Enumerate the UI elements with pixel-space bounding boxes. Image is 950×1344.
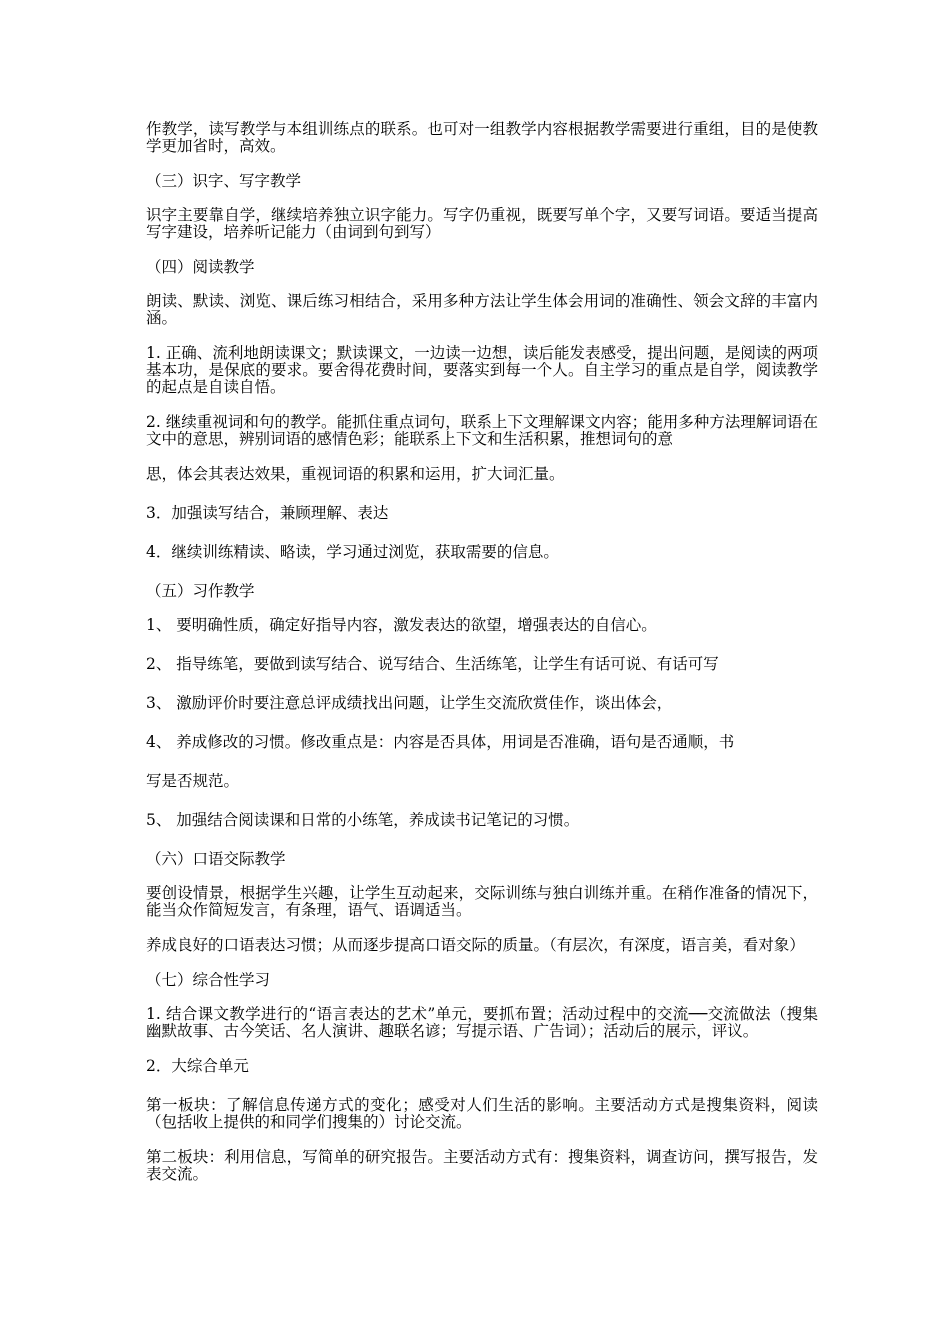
list-item: 4．继续训练精读、略读，学习通过浏览，获取需要的信息。 [146, 543, 559, 561]
section-heading: （七）综合性学习 [146, 971, 271, 989]
list-item: 4、 养成修改的习惯。修改重点是：内容是否具体，用词是否准确，语句是否通顺，书 [146, 733, 735, 751]
list-item: 2．大综合单元 [146, 1057, 249, 1075]
body-paragraph: 1. 结合课文教学进行的“语言表达的艺术”单元，要抓布置；活动过程中的交流──交流做法（搜集幽默故事、古今笑话、名人演讲、趣联名谚；写提示语、广告词）；活动后的展示，评议。 [146, 1005, 818, 1040]
section-heading: （五）习作教学 [146, 582, 255, 600]
body-paragraph: 第二板块：利用信息，写简单的研究报告。主要活动方式有：搜集资料，调查访问，撰写报告，发表交流。 [146, 1148, 818, 1183]
list-item: 1、 要明确性质，确定好指导内容，激发表达的欲望，增强表达的自信心。 [146, 616, 657, 634]
section-heading: （四）阅读教学 [146, 258, 255, 276]
list-item: 3、 激励评价时要注意总评成绩找出问题，让学生交流欣赏佳作，谈出体会， [146, 694, 673, 712]
body-paragraph: 2. 继续重视词和句的教学。能抓住重点词句，联系上下文理解课文内容；能用多种方法理解词语在文中的意思，辨别词语的感情色彩；能联系上下文和生活积累，推想词句的意 [146, 413, 819, 448]
body-paragraph: 养成良好的口语表达习惯；从而逐步提高口语交际的质量。（有层次，有深度，语言美，看对象） [146, 936, 805, 954]
body-paragraph: 识字主要靠自学，继续培养独立识字能力。写字仍重视，既要写单个字，又要写词语。要适当提高写字建设，培养听记能力（由词到句到写） [146, 206, 818, 241]
body-paragraph: 作教学，读写教学与本组训练点的联系。也可对一组教学内容根据教学需要进行重组，目的是使教学更加省时，高效。 [146, 120, 818, 155]
list-item: 3．加强读写结合，兼顾理解、表达 [146, 504, 389, 522]
body-paragraph: 要创设情景，根据学生兴趣，让学生互动起来，交际训练与独白训练并重。在稍作准备的情况下，能当众作简短发言，有条理，语气、语调适当。 [146, 884, 818, 919]
body-paragraph: 第一板块：了解信息传递方式的变化；感受对人们生活的影响。主要活动方式是搜集资料，阅读（包括收上提供的和同学们搜集的）讨论交流。 [146, 1096, 818, 1131]
list-item: 2、 指导练笔，要做到读写结合、说写结合、生活练笔，让学生有话可说、有话可写 [146, 655, 719, 673]
section-heading: （六）口语交际教学 [146, 850, 286, 868]
body-paragraph: 写是否规范。 [146, 772, 240, 790]
body-paragraph: 1. 正确、流利地朗读课文；默读课文，一边读一边想，读后能发表感受，提出问题，是阅读的两项基本功，是保底的要求。要舍得花费时间，要落实到每一个人。自主学习的重点是自学，阅读教学的起点是自读自悟。 [146, 344, 819, 396]
body-paragraph: 思，体会其表达效果，重视词语的积累和运用，扩大词汇量。 [146, 465, 565, 483]
body-paragraph: 朗读、默读、浏览、课后练习相结合，采用多种方法让学生体会用词的准确性、领会文辞的丰富内涵。 [146, 292, 818, 327]
list-item: 5、 加强结合阅读课和日常的小练笔，养成读书记笔记的习惯。 [146, 811, 580, 829]
section-heading: （三）识字、写字教学 [146, 172, 302, 190]
